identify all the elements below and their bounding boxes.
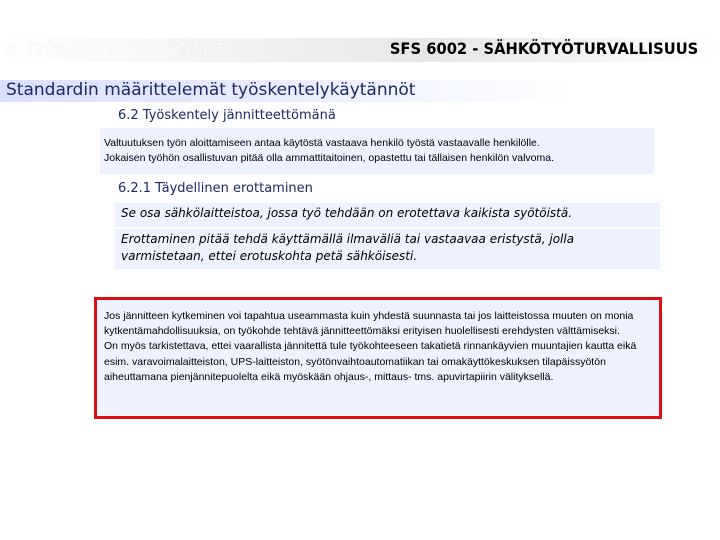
- note-paragraph: On myös tarkistettava, ettei vaarallista jännitettä tule työkohteeseen takatietä rinnankäyvien muuntajien kautta eikä esim. varavoimalaitteiston, UPS-laitteiston, syötönvaihtoautomatiikan tai omakäyttökeskuksen tilapäissyötön aiheuttamana pienjännitepuolelta eikä myöskään ohjaus-, mittaus- tms. apuvirtapiirin välityksellä.: [104, 340, 637, 383]
- authorization-paragraph: [100, 128, 654, 174]
- note-paragraph: Jos jännitteen kytkeminen voi tapahtua useammasta kuin yhdestä suunnasta tai jos laitteistossa muuten on monia kytkentämahdollisuuksia, on työkohde tehtävä jännitteettömäksi erityisen huolellisesti erehdysten välttämiseksi.: [104, 310, 634, 338]
- isolation-statement: Se osa sähkölaitteistoa, jossa työ tehdään on erotettava kaikista syötöistä.: [115, 203, 660, 227]
- warning-note-box: [94, 297, 662, 419]
- section-heading-6-2-1: 6.2.1 Täydellinen erottaminen: [118, 181, 313, 196]
- page-subtitle: Standardin määrittelemät työskentelykäytännöt: [6, 80, 416, 100]
- section-heading-6-2: 6.2 Työskentely jännitteettömänä: [118, 108, 336, 123]
- standard-tag: SFS 6002 - SÄHKÖTYÖTURVALLISUUS: [389, 39, 698, 58]
- paragraph-line: Valtuutuksen työn aloittamiseen antaa käytöstä vastaava henkilö työstä vastaavalle henkilölle.: [104, 137, 540, 149]
- paragraph-line: Jokaisen työhön osallistuvan pitää olla ammattitaitoinen, opastettu tai tällaisen henkilön valvoma.: [104, 152, 555, 164]
- air-gap-statement: Erottaminen pitää tehdä käyttämällä ilmaväliä tai vastaavaa eristystä, jolla varmistetaan, ettei erotuskohta petä sähköisesti.: [115, 229, 660, 269]
- section-title: 6. TYÖSKENTELYKÄYTÄNNÖT ...: [6, 40, 246, 58]
